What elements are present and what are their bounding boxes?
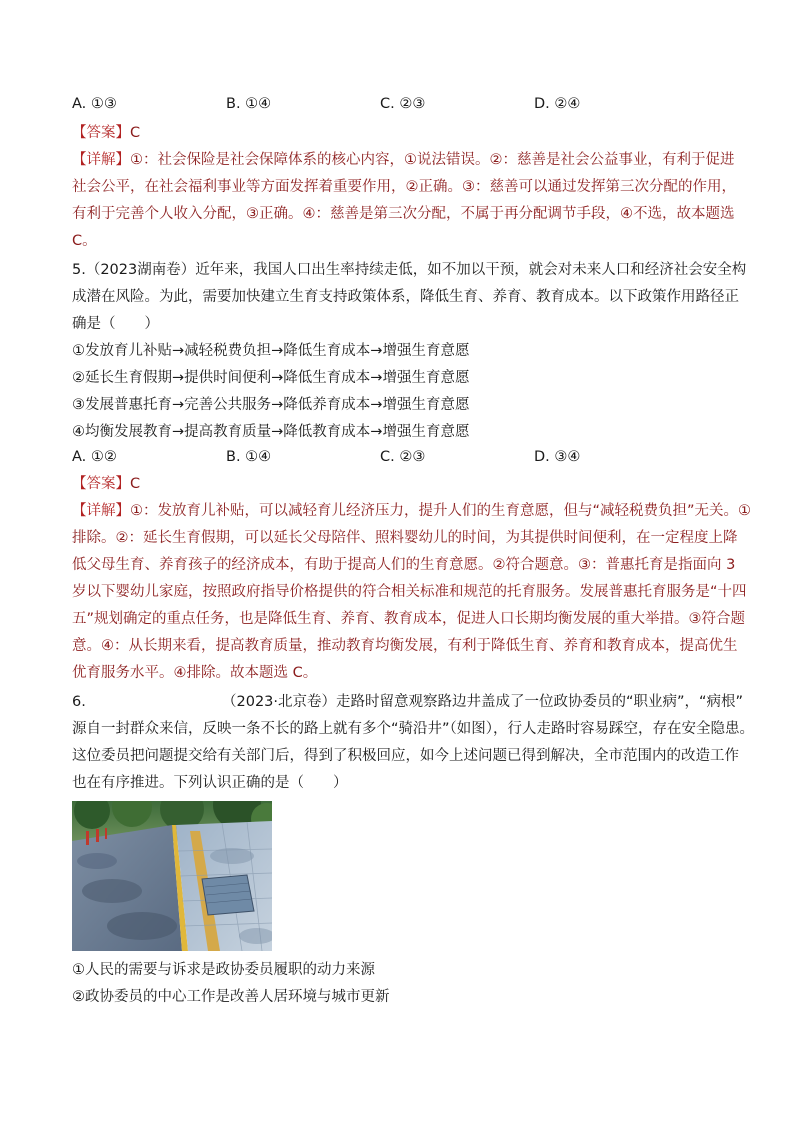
q5-detail-line: 岁以下婴幼儿家庭，按照政府指导价格提供的符合相关标准和规范的托育服务。发展普惠托育服务是“十四	[72, 584, 747, 600]
q5-detail-line: 排除。②：延长生育假期，可以延长父母陪伴、照料婴幼儿的时间，为其提供时间便利，在一定程度上降	[72, 530, 738, 546]
q5-detail-line: 低父母生育、养育孩子的经济成本，有助于提高人们的生育意愿。②符合题意。③：普惠托育是指面向 3	[72, 557, 736, 573]
q5-answer	[72, 474, 140, 494]
q6-stem-line: 也在有序推进。下列认识正确的是（ ）	[72, 775, 348, 791]
q5-option-b: B. ①④	[226, 449, 272, 465]
detail-tag: 【详解】	[72, 152, 130, 168]
q4-detail-line: 社会公平，在社会福利事业等方面发挥着重要作用，②正确。③：慈善可以通过发挥第三次分配的作用，	[72, 179, 736, 195]
q6-item: ①人民的需要与诉求是政协委员履职的动力来源	[72, 962, 375, 978]
q4-option-c: C. ②③	[380, 96, 426, 112]
answer-value: C	[130, 476, 141, 492]
q6-item: ②政协委员的中心工作是改善人居环境与城市更新	[72, 989, 390, 1005]
q5-option-a: A. ①②	[72, 449, 117, 465]
q5-detail-line: 五”规划确定的重点任务，也是降低生育、养育、教育成本，促进人口长期均衡发展的重大举措。③符合题	[72, 611, 746, 627]
q5-stem-line: 成潜在风险。为此，需要加快建立生育支持政策体系，降低生育、养育、教育成本。以下政策作用路径正	[72, 289, 739, 305]
q4-option-a: A. ①③	[72, 96, 117, 112]
answer-tag: 【答案】	[72, 476, 130, 492]
q5-item: ①发放育儿补贴→减轻税费负担→降低生育成本→增强生育意愿	[72, 343, 470, 359]
answer-tag: 【答案】	[72, 125, 130, 141]
q5-option-c: C. ②③	[380, 449, 426, 465]
street-photo	[72, 801, 272, 951]
q6-stem-first: （2023·北京卷）走路时留意观察路边井盖成了一位政协委员的“职业病”，“病根”	[222, 694, 744, 710]
q4-detail-line	[72, 150, 735, 170]
q4-detail-line: C。	[72, 233, 97, 249]
q5-detail-text: ①：发放育儿补贴，可以减轻育儿经济压力，提升人们的生育意愿，但与“减轻税费负担”无关。①	[130, 503, 752, 519]
q4-answer	[72, 123, 140, 143]
q4-detail-text: ①：社会保险是社会保障体系的核心内容，①说法错误。②：慈善是社会公益事业，有利于促进	[130, 152, 735, 168]
q4-detail-line: 有利于完善个人收入分配，③正确。④：慈善是第三次分配，不属于再分配调节手段，④不选，故本题选	[72, 206, 735, 222]
detail-tag: 【详解】	[72, 503, 130, 519]
q5-item: ③发展普惠托育→完善公共服务→降低养育成本→增强生育意愿	[72, 397, 470, 413]
q5-detail-line: 优育服务水平。④排除。故本题选 C。	[72, 665, 318, 681]
q6-number: 6.	[72, 694, 86, 710]
q5-stem-line: 确是（ ）	[72, 316, 159, 332]
q5-item: ②延长生育假期→提供时间便利→降低生育成本→增强生育意愿	[72, 370, 470, 386]
q5-detail-line: 意。④：从长期来看，提高教育质量，推动教育均衡发展，有利于降低生育、养育和教育成本，提高优生	[72, 638, 738, 654]
q5-option-d: D. ③④	[534, 449, 581, 465]
answer-value: C	[130, 125, 141, 141]
q6-stem-line: 这位委员把问题提交给有关部门后，得到了积极回应，如今上述问题已得到解决，全市范围内的改造工作	[72, 748, 739, 764]
q4-option-d: D. ②④	[534, 96, 581, 112]
q5-stem-line: 5.（2023湖南卷）近年来，我国人口出生率持续走低，如不加以干预，就会对未来人口和经济社会安全构	[72, 262, 747, 278]
q6-stem-line: 源自一封群众来信，反映一条不长的路上就有多个“骑沿井”（如图），行人走路时容易踩空，存在安全隐患。	[72, 721, 755, 737]
q5-item: ④均衡发展教育→提高教育质量→降低教育成本→增强生育意愿	[72, 424, 470, 440]
q4-option-b: B. ①④	[226, 96, 272, 112]
q5-detail-line	[72, 501, 751, 521]
